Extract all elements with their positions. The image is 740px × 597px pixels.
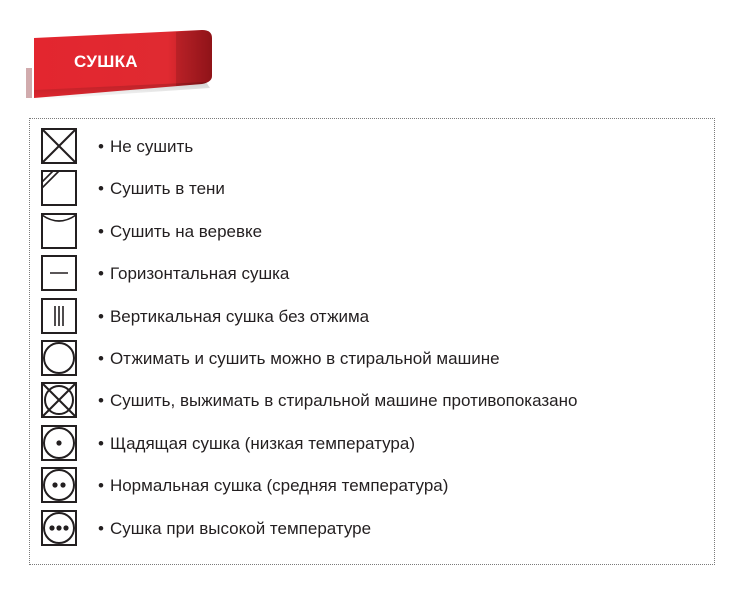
list-item	[41, 340, 701, 382]
symbol-label: • Горизонтальная сушка	[98, 264, 289, 284]
square-curve-icon	[41, 213, 77, 249]
list-item	[41, 382, 701, 424]
list-item	[41, 170, 701, 212]
list-item	[41, 128, 701, 170]
symbol-label: • Сушка при высокой температуре	[98, 519, 371, 539]
list-item	[41, 467, 701, 509]
section-ribbon	[26, 28, 216, 100]
drying-symbols-list	[41, 128, 701, 552]
symbol-label: • Вертикальная сушка без отжима	[98, 307, 369, 327]
square-horizontal-line-icon	[41, 255, 77, 291]
symbol-label: • Отжимать и сушить можно в стиральной машине	[98, 349, 500, 369]
symbol-label: • Щадящая сушка (низкая температура)	[98, 434, 415, 454]
square-circle-two-dots-icon	[41, 467, 77, 503]
symbol-label: • Сушить в тени	[98, 179, 225, 199]
square-vertical-lines-icon	[41, 298, 77, 334]
square-cross-icon	[41, 128, 77, 164]
square-circle-one-dot-icon	[41, 425, 77, 461]
symbol-label: • Сушить, выжимать в стиральной машине противопоказано	[98, 391, 577, 411]
list-item	[41, 298, 701, 340]
symbol-label: • Сушить на веревке	[98, 222, 262, 242]
list-item	[41, 510, 701, 552]
list-item	[41, 213, 701, 255]
symbol-label: • Не сушить	[98, 137, 193, 157]
square-circle-cross-icon	[41, 382, 77, 418]
square-diagonal-lines-icon	[41, 170, 77, 206]
list-item	[41, 425, 701, 467]
list-item	[41, 255, 701, 297]
symbol-label: • Нормальная сушка (средняя температура)	[98, 476, 448, 496]
square-circle-icon	[41, 340, 77, 376]
square-circle-three-dots-icon	[41, 510, 77, 546]
section-title: СУШКА	[74, 52, 138, 71]
